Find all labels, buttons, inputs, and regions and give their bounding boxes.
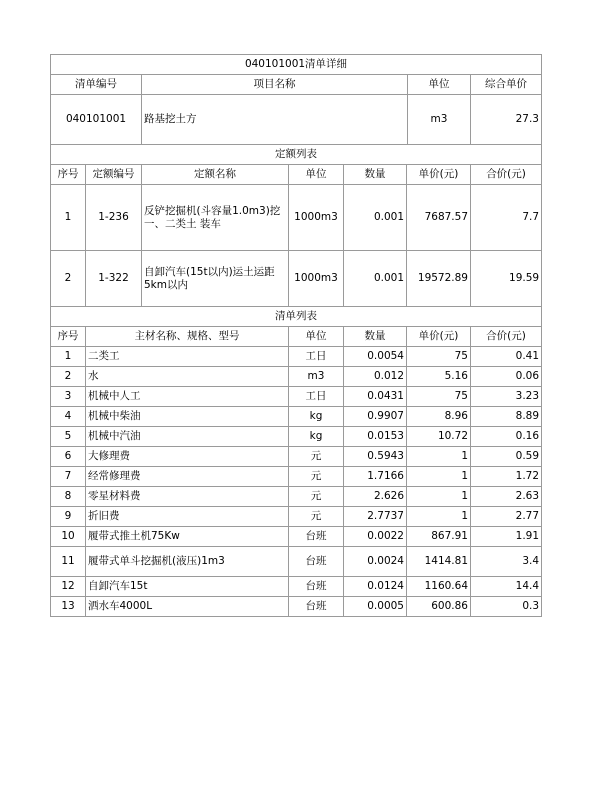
quota-row [51, 185, 542, 251]
quota-qty: 0.001 [344, 185, 407, 251]
material-qty: 0.0022 [344, 527, 407, 547]
bill-detail-sheet [50, 54, 541, 617]
material-name: 二类工 [86, 347, 289, 367]
material-qty: 0.0153 [344, 427, 407, 447]
material-qty: 1.7166 [344, 467, 407, 487]
quota-unit: 1000m3 [289, 251, 344, 307]
material-total: 2.63 [471, 487, 542, 507]
material-price: 8.96 [407, 407, 471, 427]
material-price: 1 [407, 507, 471, 527]
material-total: 0.06 [471, 367, 542, 387]
material-price: 10.72 [407, 427, 471, 447]
material-name: 折旧费 [86, 507, 289, 527]
quota-name: 自卸汽车(15t以内)运土运距5km以内 [142, 251, 289, 307]
bill-summary-table [50, 54, 542, 145]
material-row [51, 407, 542, 427]
bill-item-name: 路基挖土方 [142, 95, 408, 145]
material-price: 75 [407, 347, 471, 367]
material-price: 5.16 [407, 367, 471, 387]
header-bill-code: 清单编号 [51, 75, 142, 95]
material-unit: m3 [289, 367, 344, 387]
material-price: 1 [407, 467, 471, 487]
material-qty: 0.0054 [344, 347, 407, 367]
material-qty: 0.0431 [344, 387, 407, 407]
material-total: 3.4 [471, 547, 542, 577]
material-unit: 台班 [289, 577, 344, 597]
material-name: 大修理费 [86, 447, 289, 467]
material-total: 1.72 [471, 467, 542, 487]
quota-table [50, 144, 542, 307]
material-section-title: 清单列表 [51, 307, 542, 327]
material-price: 1414.81 [407, 547, 471, 577]
material-unit: 台班 [289, 547, 344, 577]
material-no: 12 [51, 577, 86, 597]
bill-code: 040101001 [51, 95, 142, 145]
material-header-name: 主材名称、规格、型号 [86, 327, 289, 347]
material-total: 3.23 [471, 387, 542, 407]
material-unit: kg [289, 427, 344, 447]
material-name: 机械中人工 [86, 387, 289, 407]
header-item-name: 项目名称 [142, 75, 408, 95]
material-qty: 2.626 [344, 487, 407, 507]
quota-no: 2 [51, 251, 86, 307]
quota-total: 19.59 [471, 251, 542, 307]
header-unit-price: 综合单价 [471, 75, 542, 95]
material-name: 零星材料费 [86, 487, 289, 507]
material-name: 经常修理费 [86, 467, 289, 487]
material-unit: 台班 [289, 527, 344, 547]
material-no: 7 [51, 467, 86, 487]
material-row [51, 367, 542, 387]
material-row [51, 547, 542, 577]
material-no: 13 [51, 597, 86, 617]
quota-code: 1-236 [86, 185, 142, 251]
material-no: 3 [51, 387, 86, 407]
material-header-no: 序号 [51, 327, 86, 347]
material-no: 1 [51, 347, 86, 367]
material-price: 867.91 [407, 527, 471, 547]
material-row [51, 597, 542, 617]
material-qty: 0.0005 [344, 597, 407, 617]
quota-unit: 1000m3 [289, 185, 344, 251]
material-no: 4 [51, 407, 86, 427]
material-unit: 元 [289, 487, 344, 507]
material-qty: 0.5943 [344, 447, 407, 467]
material-total: 14.4 [471, 577, 542, 597]
material-price: 600.86 [407, 597, 471, 617]
material-qty: 0.9907 [344, 407, 407, 427]
material-table [50, 306, 542, 617]
material-row [51, 577, 542, 597]
quota-qty: 0.001 [344, 251, 407, 307]
material-no: 9 [51, 507, 86, 527]
material-total: 0.16 [471, 427, 542, 447]
material-no: 5 [51, 427, 86, 447]
material-no: 11 [51, 547, 86, 577]
header-unit: 单位 [408, 75, 471, 95]
quota-header-no: 序号 [51, 165, 86, 185]
quota-price: 7687.57 [407, 185, 471, 251]
material-unit: kg [289, 407, 344, 427]
quota-header-qty: 数量 [344, 165, 407, 185]
material-total: 8.89 [471, 407, 542, 427]
quota-header-unit: 单位 [289, 165, 344, 185]
material-row [51, 507, 542, 527]
material-qty: 0.0124 [344, 577, 407, 597]
material-no: 8 [51, 487, 86, 507]
bill-unit-price: 27.3 [471, 95, 542, 145]
material-name: 自卸汽车15t [86, 577, 289, 597]
material-name: 水 [86, 367, 289, 387]
quota-total: 7.7 [471, 185, 542, 251]
quota-name: 反铲挖掘机(斗容量1.0m3)挖一、二类土 装车 [142, 185, 289, 251]
quota-no: 1 [51, 185, 86, 251]
material-price: 1 [407, 487, 471, 507]
material-unit: 台班 [289, 597, 344, 617]
material-row [51, 387, 542, 407]
material-row [51, 467, 542, 487]
material-no: 2 [51, 367, 86, 387]
material-unit: 工日 [289, 347, 344, 367]
quota-code: 1-322 [86, 251, 142, 307]
material-name: 机械中汽油 [86, 427, 289, 447]
material-row [51, 527, 542, 547]
material-price: 1160.64 [407, 577, 471, 597]
material-name: 履带式单斗挖掘机(液压)1m3 [86, 547, 289, 577]
quota-header-name: 定额名称 [142, 165, 289, 185]
material-total: 2.77 [471, 507, 542, 527]
material-header-qty: 数量 [344, 327, 407, 347]
material-row [51, 347, 542, 367]
material-row [51, 487, 542, 507]
material-unit: 元 [289, 447, 344, 467]
material-name: 洒水车4000L [86, 597, 289, 617]
quota-price: 19572.89 [407, 251, 471, 307]
material-total: 0.41 [471, 347, 542, 367]
material-total: 0.3 [471, 597, 542, 617]
quota-row [51, 251, 542, 307]
bill-unit: m3 [408, 95, 471, 145]
quota-section-title: 定额列表 [51, 145, 542, 165]
material-price: 1 [407, 447, 471, 467]
material-qty: 2.7737 [344, 507, 407, 527]
sheet-title: 040101001清单详细 [51, 55, 542, 75]
material-unit: 元 [289, 467, 344, 487]
material-qty: 0.0024 [344, 547, 407, 577]
quota-header-code: 定额编号 [86, 165, 142, 185]
material-name: 机械中柴油 [86, 407, 289, 427]
material-price: 75 [407, 387, 471, 407]
material-unit: 工日 [289, 387, 344, 407]
material-unit: 元 [289, 507, 344, 527]
material-row [51, 427, 542, 447]
material-qty: 0.012 [344, 367, 407, 387]
material-no: 10 [51, 527, 86, 547]
material-total: 0.59 [471, 447, 542, 467]
material-name: 履带式推土机75Kw [86, 527, 289, 547]
material-row [51, 447, 542, 467]
material-header-price: 单价(元) [407, 327, 471, 347]
material-no: 6 [51, 447, 86, 467]
material-header-unit: 单位 [289, 327, 344, 347]
material-total: 1.91 [471, 527, 542, 547]
quota-header-price: 单价(元) [407, 165, 471, 185]
quota-header-total: 合价(元) [471, 165, 542, 185]
material-header-total: 合价(元) [471, 327, 542, 347]
